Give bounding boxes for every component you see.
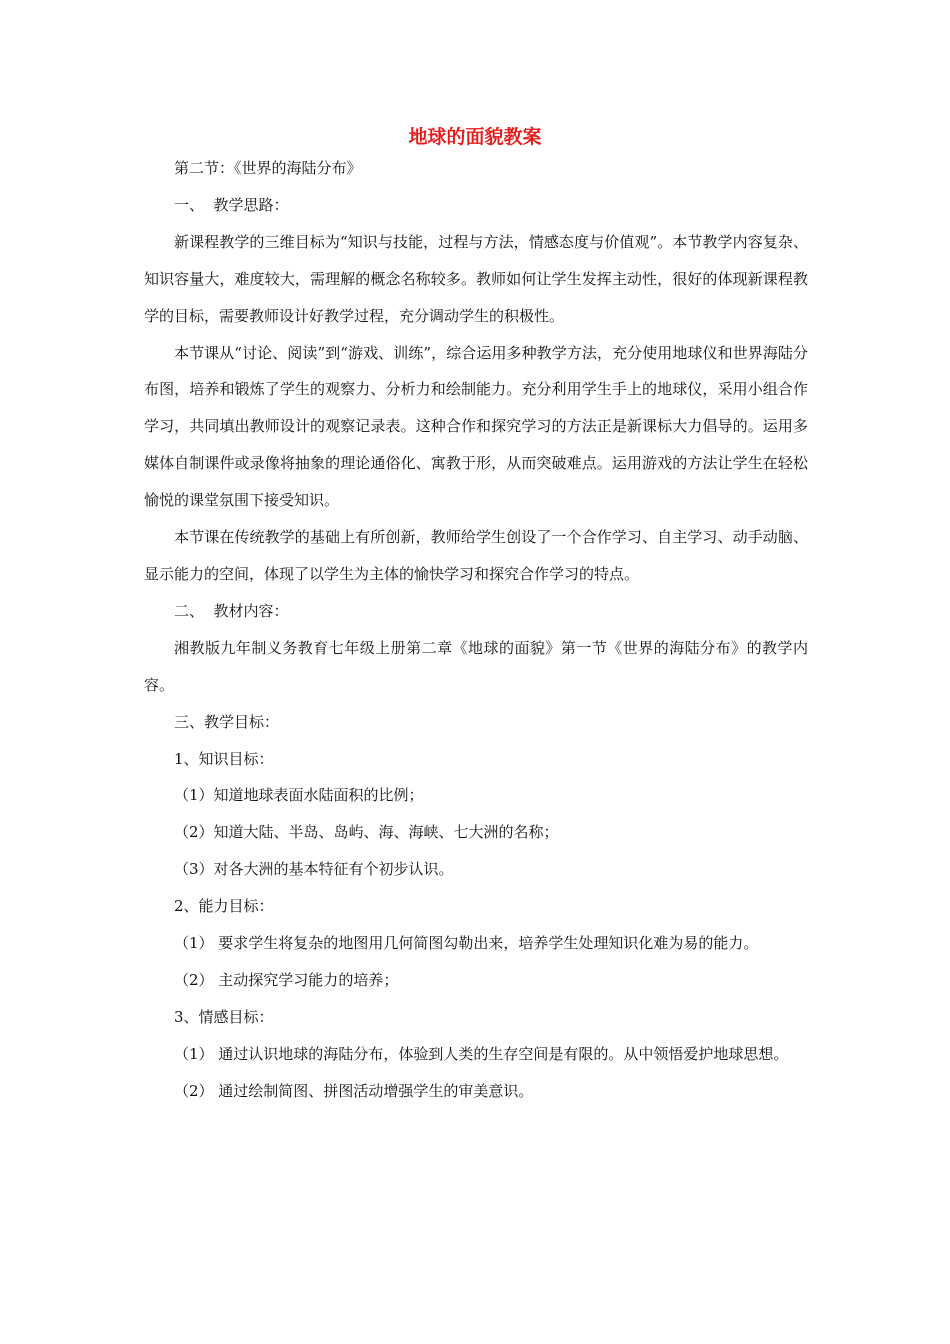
list-item: （2） 主动探究学习能力的培养； [174, 970, 399, 989]
list-item: （2） 通过绘制简图、拼图活动增强学生的审美意识。 [174, 1081, 534, 1100]
heading-textbook-content: 二、 教材内容： [174, 601, 289, 620]
goal-knowledge-title: 1、知识目标： [174, 749, 274, 768]
section-title: 第二节：《世界的海陆分布》 [174, 159, 362, 177]
heading-teaching-goals: 三、教学目标： [174, 712, 280, 731]
list-item: （3）对各大洲的基本特征有个初步认识。 [174, 860, 454, 879]
list-item: （1） 要求学生将复杂的地图用几何简图勾勒出来，培养学生处理知识化难为易的能力。 [174, 934, 759, 953]
goal-ability-title: 2、能力目标： [174, 897, 274, 916]
list-item: （1） 通过认识地球的海陆分布，体验到人类的生存空间是有限的。从中领悟爱护地球思想。 [174, 1044, 789, 1063]
paragraph: 新课程教学的三维目标为“知识与技能，过程与方法，情感态度与价值观”。本节教学内容复杂、知识容量大，难度较大，需理解的概念名称较多。教师如何让学生发挥主动性，很好的体现新课程教学的目标，需要教师设计好教学过程，充分调动学生的积极性。 [144, 232, 808, 325]
document-title: 地球的面貌教案 [408, 126, 542, 148]
paragraph: 本节课从“讨论、阅读”到“游戏、训练”，综合运用多种教学方法，充分使用地球仪和世界海陆分布图，培养和锻炼了学生的观察力、分析力和绘制能力。充分利用学生手上的地球仪，采用小组合作学习，共同填出教师设计的观察记录表。这种合作和探究学习的方法正是新课标大力倡导的。运用多媒体自制课件或录像将抽象的理论通俗化、寓教于形，从而突破难点。运用游戏的方法让学生在轻松愉悦的课堂氛围下接受知识。 [144, 343, 808, 510]
paragraph: 本节课在传统教学的基础上有所创新，教师给学生创设了一个合作学习、自主学习、动手动脑、显示能力的空间，体现了以学生为主体的愉快学习和探究合作学习的特点。 [144, 528, 808, 583]
goal-emotion-title: 3、情感目标： [174, 1007, 274, 1026]
list-item: （2）知道大陆、半岛、岛屿、海、海峡、七大洲的名称； [174, 823, 559, 842]
document-body [144, 150, 808, 1110]
heading-teaching-approach: 一、 教学思路： [174, 195, 289, 214]
list-item: （1）知道地球表面水陆面积的比例； [174, 786, 424, 805]
paragraph: 湘教版九年制义务教育七年级上册第二章《地球的面貌》第一节《世界的海陆分布》的教学内容。 [144, 638, 808, 694]
